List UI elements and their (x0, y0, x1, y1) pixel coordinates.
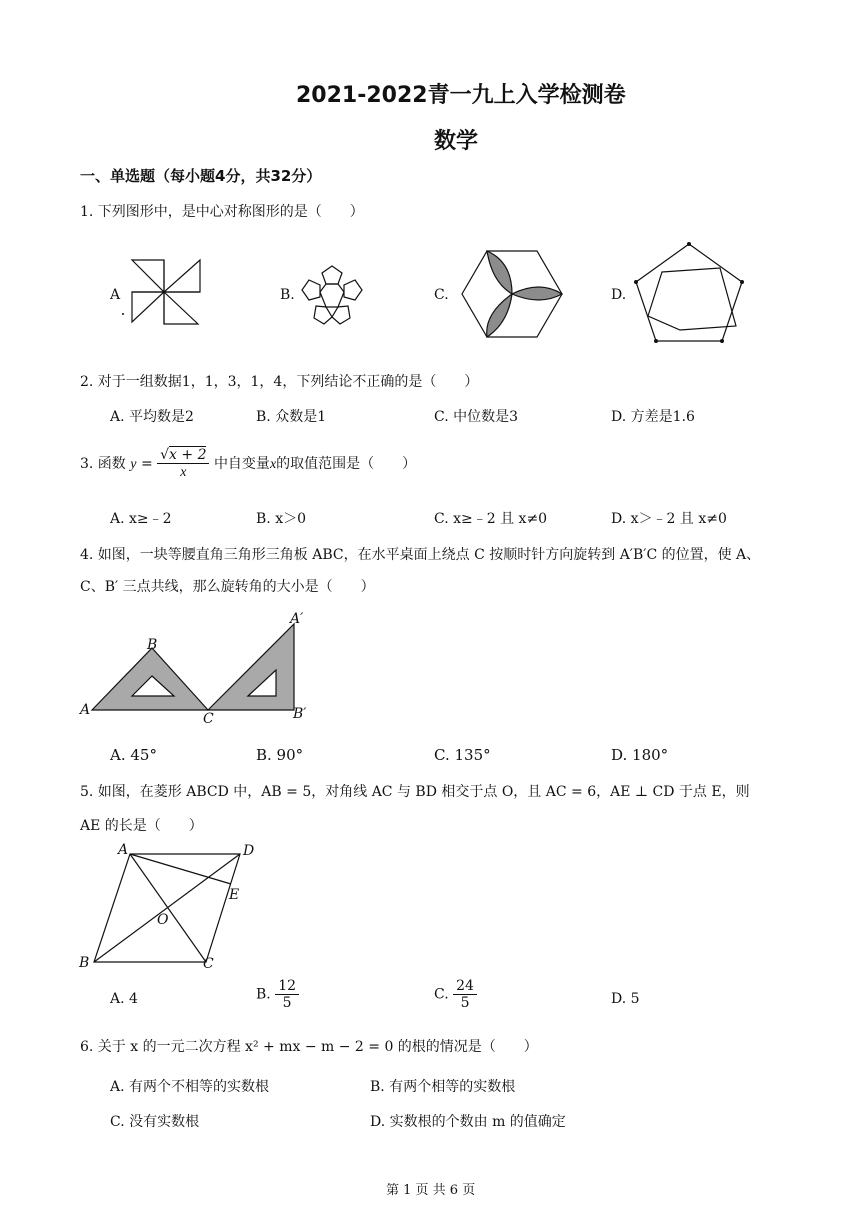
q3-option-a: A. x≥﹣2 (110, 511, 172, 527)
q3-numerator: x + 2 (169, 447, 207, 463)
q5-option-a: A. 4 (110, 991, 138, 1007)
q1-option-c-label: C. (434, 287, 449, 303)
question-5-line-2: AE 的长是（ ） (80, 818, 203, 834)
q5-option-c-numerator: 24 (453, 978, 477, 995)
question-3-stem (80, 447, 416, 481)
q5-option-b-label: B. (256, 986, 271, 1003)
q4-option-d: D. 180° (611, 746, 669, 764)
q3-fraction (157, 447, 209, 481)
page-footer: 第 1 页 共 6 页 (386, 1183, 476, 1198)
q5-label-d: D (243, 843, 255, 859)
q6-option-c: C. 没有实数根 (110, 1114, 200, 1130)
q5-label-a: A (118, 842, 129, 858)
q3-var: x (269, 457, 277, 472)
q5-label-o: O (157, 912, 169, 928)
rotated-triangles-figure (86, 614, 326, 724)
q1-option-b-label: B. (280, 287, 295, 303)
q5-label-c: C (203, 956, 214, 972)
pentagon-flower-figure (300, 262, 370, 332)
question-4-line-1: 4. 如图，一块等腰直角三角形三角板 ABC，在水平桌面上绕点 C 按顺时针方向旋转到 A′B′C 的位置，使 A、 (80, 547, 761, 563)
q4-label-b-prime: B′ (293, 706, 307, 722)
q2-option-d: D. 方差是1.6 (611, 409, 695, 425)
hexagon-leaves-figure (462, 248, 562, 340)
question-2-stem: 2. 对于一组数据1，1，3，1，4，下列结论不正确的是（ ） (80, 374, 479, 390)
q4-option-c: C. 135° (434, 746, 491, 764)
q5-option-c-fraction (453, 978, 477, 1011)
q6-option-b: B. 有两个相等的实数根 (370, 1079, 516, 1095)
subject-title: 数学 (434, 129, 479, 154)
q2-option-b: B. 众数是1 (256, 409, 327, 425)
q5-label-e: E (229, 887, 240, 903)
q5-option-b-denominator: 5 (282, 995, 292, 1011)
q3-equals: = (140, 456, 153, 472)
q1-option-d-label: D. (611, 287, 627, 303)
q3-option-b: B. x＞0 (256, 511, 306, 527)
question-4-line-2: C、B′ 三点共线，那么旋转角的大小是（ ） (80, 579, 375, 595)
q5-label-b: B (79, 955, 90, 971)
pinwheel-figure (128, 256, 208, 326)
q4-option-b: B. 90° (256, 746, 304, 764)
q1-option-a-label: A (110, 287, 121, 303)
q3-y: y (130, 457, 137, 472)
question-1-stem: 1. 下列图形中，是中心对称图形的是（ ） (80, 204, 364, 220)
q3-denominator: x (180, 465, 187, 480)
q6-option-d: D. 实数根的个数由 m 的值确定 (370, 1114, 566, 1130)
rhombus-figure (86, 846, 266, 976)
question-6-stem: 6. 关于 x 的一元二次方程 x² + mx − m − 2 = 0 的根的情况是（ ） (80, 1039, 538, 1055)
q5-option-b (256, 978, 299, 1011)
q5-option-d: D. 5 (611, 991, 640, 1007)
q3-prefix: 3. 函数 (80, 456, 126, 472)
q5-option-b-fraction (275, 978, 299, 1011)
q4-label-b: B (147, 637, 158, 653)
q2-option-a: A. 平均数是2 (110, 409, 194, 425)
q5-option-c-label: C. (434, 986, 449, 1003)
q5-option-c (434, 978, 477, 1011)
q4-label-a-prime: A′ (290, 611, 304, 627)
q4-option-a: A. 45° (110, 746, 157, 764)
question-5-line-1: 5. 如图，在菱形 ABCD 中，AB = 5，对角线 AC 与 BD 相交于点 O，且 AC = 6，AE ⊥ CD 于点 E，则 (80, 784, 750, 800)
double-pentagon-figure (636, 242, 746, 346)
exam-title: 2021-2022青一九上入学检测卷 (296, 83, 626, 108)
q5-option-b-numerator: 12 (275, 978, 299, 995)
section-heading: 一、单选题（每小题4分，共32分） (80, 167, 322, 185)
q3-suffix-a: 中自变量 (213, 456, 270, 472)
sqrt-icon: √ (160, 447, 170, 463)
q3-option-d: D. x＞﹣2 且 x≠0 (611, 511, 727, 527)
q4-label-c: C (203, 711, 214, 727)
q2-option-c: C. 中位数是3 (434, 409, 519, 425)
q4-label-a: A (80, 702, 91, 718)
q5-option-c-denominator: 5 (460, 995, 470, 1011)
q6-option-a: A. 有两个不相等的实数根 (110, 1079, 270, 1095)
q3-suffix-b: 的取值范围是（ ） (276, 456, 417, 472)
q3-option-c: C. x≥﹣2 且 x≠0 (434, 511, 548, 527)
